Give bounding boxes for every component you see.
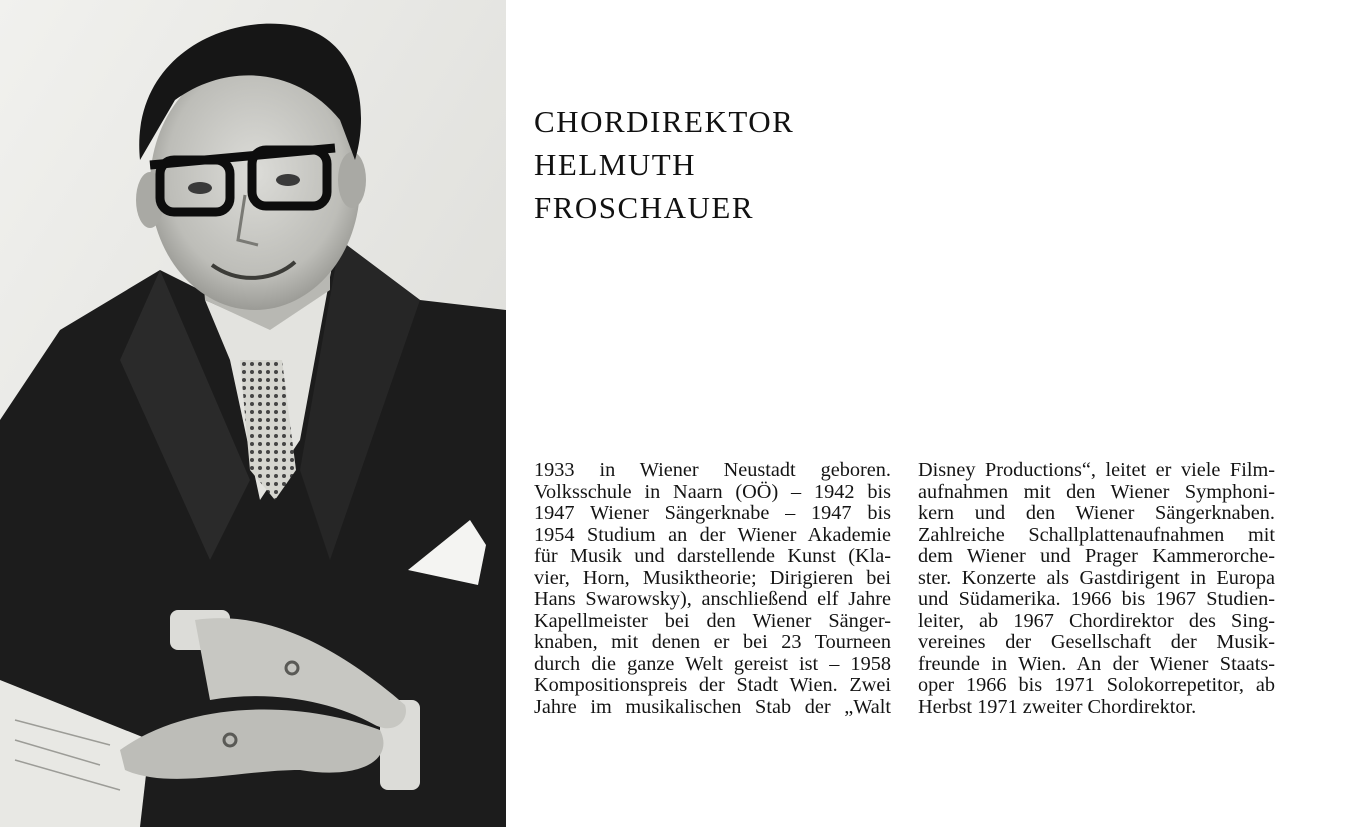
biography-column-left	[534, 460, 891, 718]
title-line: HELMUTH	[534, 147, 697, 182]
text-line: knaben, mit denen er bei 23 Tourneen	[534, 631, 891, 653]
text-line: Volksschule in Naarn (OÖ) – 1942 bis	[534, 480, 891, 503]
text-line: vier, Horn, Musiktheorie; Dirigieren bei	[534, 566, 891, 589]
text-line: Jahre im musikalischen Stab der „Walt	[534, 695, 891, 718]
text-line: Kapellmeister bei den Wiener Sänger-	[534, 609, 891, 632]
page-title	[534, 100, 794, 229]
text-line: dem Wiener und Prager Kammerorche-	[918, 545, 1275, 567]
text-line: 1947 Wiener Sängerknabe – 1947 bis	[534, 502, 891, 524]
text-line: Herbst 1971 zweiter Chordirektor.	[918, 695, 1197, 718]
text-line: Disney Productions“, leitet er viele Film-	[918, 459, 1275, 481]
text-line: freunde in Wien. An der Wiener Staats-	[918, 652, 1275, 675]
title-line: FROSCHAUER	[534, 190, 754, 225]
text-line: für Musik und darstellende Kunst (Kla-	[534, 545, 891, 567]
text-line: 1954 Studium an der Wiener Akademie	[534, 523, 891, 546]
text-line: aufnahmen mit den Wiener Symphoni-	[918, 480, 1275, 503]
portrait-illustration	[0, 0, 506, 827]
text-line: und Südamerika. 1966 bis 1967 Studien-	[918, 588, 1275, 610]
text-line: oper 1966 bis 1971 Solokorrepetitor, ab	[918, 674, 1275, 696]
text-line: kern und den Wiener Sängerknaben.	[918, 502, 1275, 524]
text-line: 1933 in Wiener Neustadt geboren.	[534, 459, 891, 481]
text-line: vereines der Gesellschaft der Musik-	[918, 631, 1275, 653]
text-line: durch die ganze Welt gereist ist – 1958	[534, 652, 891, 675]
title-line: CHORDIREKTOR	[534, 104, 795, 139]
text-line: Hans Swarowsky), anschließend elf Jahre	[534, 588, 891, 610]
biography-column-right	[918, 460, 1275, 718]
text-line: Zahlreiche Schallplattenaufnahmen mit	[918, 523, 1275, 546]
text-line: Kompositionspreis der Stadt Wien. Zwei	[534, 674, 891, 696]
portrait-photo	[0, 0, 506, 827]
text-line: ster. Konzerte als Gastdirigent in Europa	[918, 566, 1275, 589]
text-line: leiter, ab 1967 Chordirektor des Sing-	[918, 609, 1275, 632]
